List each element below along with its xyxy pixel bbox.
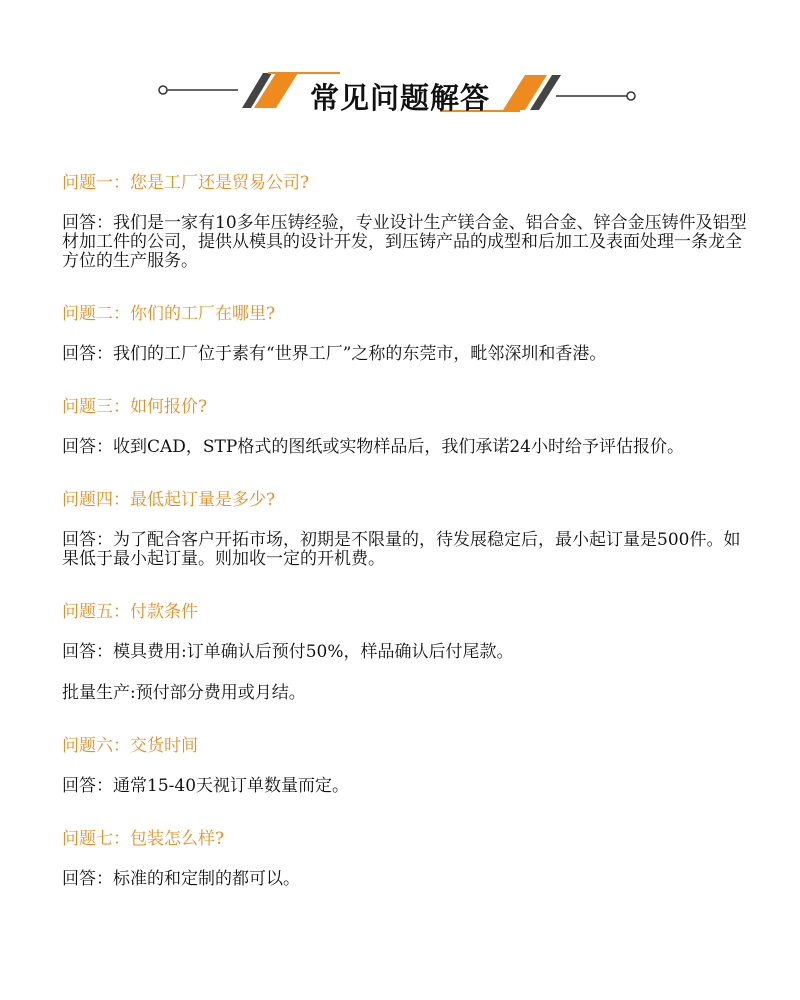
faq-item bbox=[62, 489, 752, 569]
faq-answer: 回答：我们是一家有10多年压铸经验，专业设计生产镁合金、铝合金、锌合金压铸件及铝型材加工件的公司，提供从模具的设计开发，到压铸产品的成型和后加工及表面处理一条龙全方位的生产服务。 bbox=[62, 213, 747, 271]
faq-question: 问题六：交货时间 bbox=[62, 736, 198, 756]
faq-question: 问题二：你们的工厂在哪里? bbox=[62, 304, 276, 324]
faq-item bbox=[62, 396, 752, 457]
page-header bbox=[0, 60, 800, 130]
faq-answer: 回答：模具费用:订单确认后预付50%，样品确认后付尾款。 bbox=[62, 642, 514, 662]
faq-answer: 回答：为了配合客户开拓市场，初期是不限量的，待发展稳定后，最小起订量是500件。如果低于最小起订量。则加收一定的开机费。 bbox=[62, 530, 741, 569]
faq-question: 问题三：如何报价? bbox=[62, 397, 208, 417]
faq-question: 问题五：付款条件 bbox=[62, 602, 198, 622]
faq-question: 问题四：最低起订量是多少? bbox=[62, 490, 276, 510]
faq-answer: 回答：标准的和定制的都可以。 bbox=[62, 869, 300, 889]
faq-answer: 批量生产:预付部分费用或月结。 bbox=[62, 683, 306, 703]
faq-item bbox=[62, 828, 752, 889]
faq-item bbox=[62, 601, 752, 703]
right-circle-icon bbox=[627, 92, 635, 100]
faq-question: 问题一：您是工厂还是贸易公司? bbox=[62, 173, 310, 193]
left-circle-icon bbox=[159, 86, 167, 94]
faq-answer: 回答：通常15-40天视订单数量而定。 bbox=[62, 776, 350, 796]
faq-item bbox=[62, 735, 752, 796]
faq-item bbox=[62, 172, 752, 271]
faq-question: 问题七：包装怎么样? bbox=[62, 829, 225, 849]
faq-answer: 回答：我们的工厂位于素有“世界工厂”之称的东莞市，毗邻深圳和香港。 bbox=[62, 344, 607, 364]
faq-list bbox=[62, 172, 752, 921]
faq-answer: 回答：收到CAD，STP格式的图纸或实物样品后，我们承诺24小时给予评估报价。 bbox=[62, 437, 684, 457]
faq-item bbox=[62, 303, 752, 364]
page-title: 常见问题解答 bbox=[309, 81, 490, 115]
